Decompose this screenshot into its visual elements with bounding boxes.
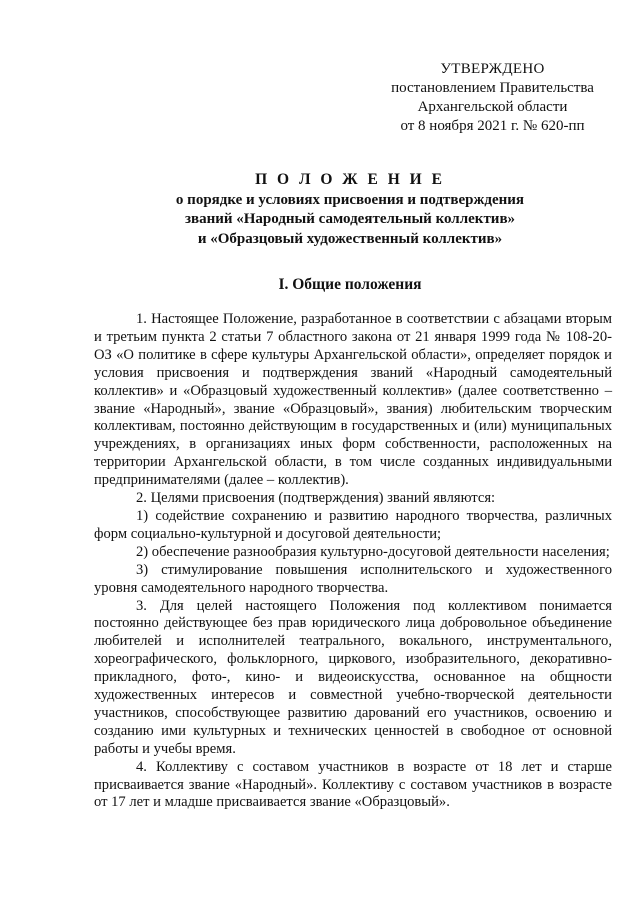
title-line-2: званий «Народный самодеятельный коллектив» — [184, 211, 516, 227]
title-line-3: и «Образцовый художественный коллектив» — [197, 230, 503, 247]
paragraph-2-item-1: 1) содействие сохранению и развитию народного творчества, различных форм социально-культурной и досуговой деятельности; — [94, 507, 612, 542]
paragraph-4: 4. Коллективу с составом участников в возрасте от 18 лет и старше присваивается звание «Народный». Коллективу с составом участников в возрасте от 17 лет и младше присваивается звание «Образцовый». — [94, 758, 612, 811]
paragraph-3: 3. Для целей настоящего Положения под коллективом понимается постоянно действующее без прав юридического лица добровольное объединение любителей и исполнителей театрального, вокального, инструментального, хореографического, фольклорного, циркового, изобразительного, декоративно-прикладного, фото-, кино- и видеоискусства, основанное на общности художественных интересов и совместной учебно-творческой деятельности участников, способствующее развитию дарований его участников, освоению и созданию ими культурных и технических ценностей в свободное от основной работы и учебы время. — [94, 597, 612, 757]
document-title — [60, 170, 640, 249]
approval-heading: УТВЕРЖДЕНО — [440, 61, 545, 77]
approval-stamp — [380, 60, 605, 136]
section-heading: I. Общие положения — [278, 276, 422, 293]
paragraph-2-item-3: 3) стимулирование повышения исполнительского и художественного уровня самодеятельного народного творчества. — [94, 561, 612, 596]
paragraph-1: 1. Настоящее Положение, разработанное в соответствии с абзацами вторым и третьим пункта 2 статьи 7 областного закона от 21 января 1999 года № 108-20-ОЗ «О политике в сфере культуры Архангельской области», определяет порядок и условия присвоения и подтверждения званий «Народный самодеятельный коллектив» и «Образцовый художественный коллектив» (далее соответственно – звание «Народный», звание «Образцовый», звания) любительским творческим коллективам, постоянно действующим в государственных и (или) муниципальных учреждениях, в организациях иных форм собственности, расположенных на территории Архангельской области, в том числе созданных индивидуальными предпринимателями (далее – коллектив). — [94, 311, 612, 489]
approval-region-line: Архангельской области — [417, 99, 568, 115]
approval-decree-line: постановлением Правительства — [391, 80, 594, 96]
approval-date-line: от 8 ноября 2021 г. № 620-пп — [400, 118, 585, 134]
title-word: П О Л О Ж Е Н И Е — [255, 171, 445, 188]
paragraph-2: 2. Целями присвоения (подтверждения) званий являются: — [136, 490, 496, 507]
document-body — [94, 311, 612, 812]
title-line-1: о порядке и условиях присвоения и подтверждения — [175, 191, 525, 208]
paragraph-2-item-2: 2) обеспечение разнообразия культурно-досуговой деятельности населения; — [136, 543, 610, 560]
